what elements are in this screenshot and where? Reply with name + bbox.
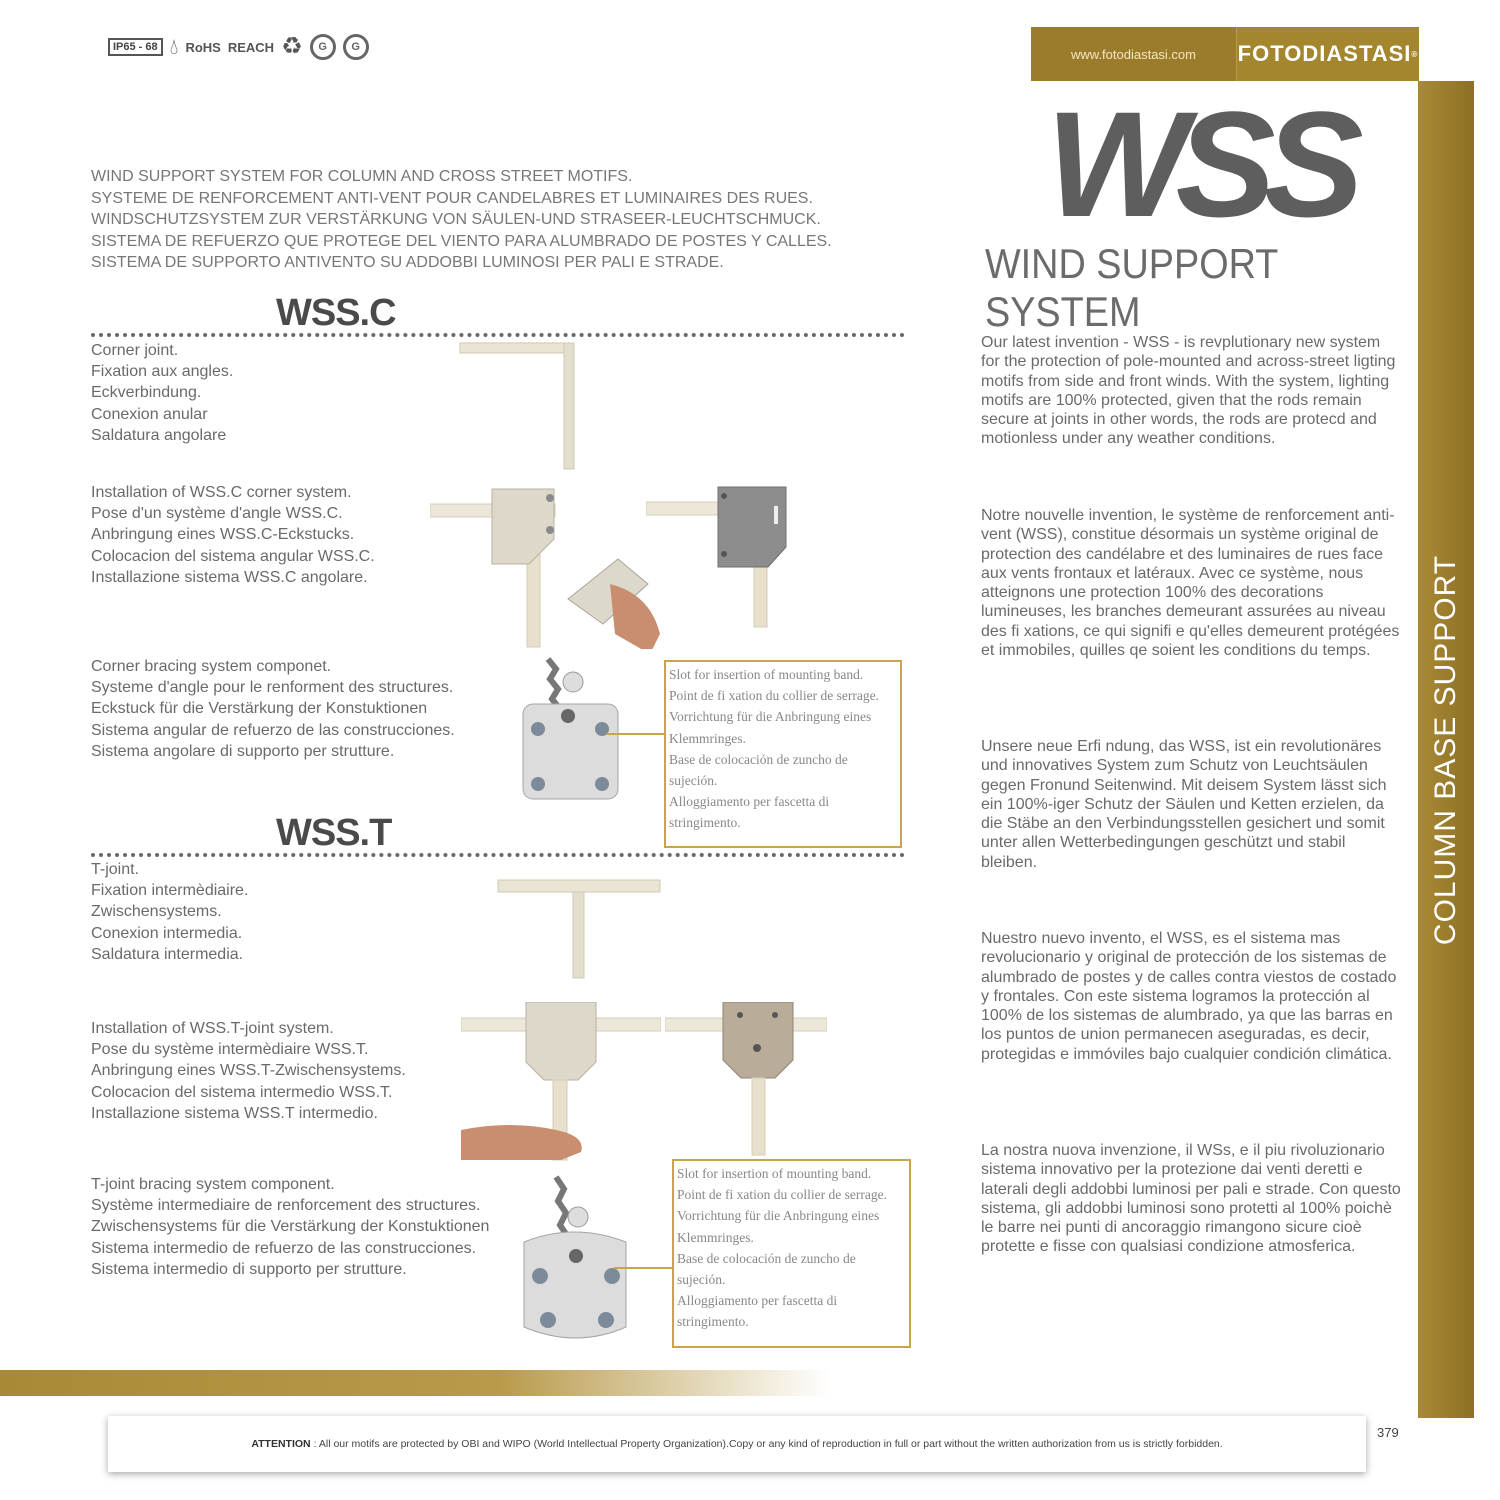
recycle-icon: ♻	[281, 33, 303, 60]
wssc-callout: Slot for insertion of mounting band. Point de fi xation du collier de serrage. Vorrichtung für die Anbringung eines Klemmringes. Base de colocación de zuncho de sujeción. Alloggiamento per fascetta di stringimento.	[664, 660, 902, 848]
brand-bar	[1031, 27, 1419, 81]
wsst-bracing-text: T-joint bracing system component. Système intermediaire de renforcement des structures. Zwischensystems für die Verstärkung der Konstuktionen Sistema intermedio de refuerzo de las construcciones. Sistema intermedio di supporto per strutture.	[91, 1176, 490, 1278]
sidebar-label: COLUMN BASE SUPPORT	[1429, 554, 1463, 945]
certification-icons	[108, 34, 369, 60]
wssc-title: WSS.C	[276, 292, 396, 334]
wsst-callout: Slot for insertion of mounting band. Point de fi xation du collier de serrage. Vorrichtung für die Anbringung eines Klemmringes. Base de colocación de zuncho de sujeción. Alloggiamento per fascetta di stringimento.	[672, 1159, 911, 1348]
brand-logo: FOTODIASTASI ®	[1236, 27, 1419, 81]
svg-text:WSS: WSS	[1046, 88, 1352, 238]
description-de: Unsere neue Erfi ndung, das WSS, ist ein revolutionäres und innovatives System zum Schutz von Leuchtsäulen gegen Fronund Seitenwind. Mit deisem System lässt sich ein 100%-iger Schutz der Säulen und Ketten erzielen, da die Stäbe an den Verbindungsstellen gesichert und somit unter allen Wetterbedingungen geschützt und stabil bleiben.	[981, 738, 1387, 871]
safety-mark-icon: G	[343, 34, 369, 60]
t-install-photo-2	[665, 1002, 827, 1157]
description-en: Our latest invention - WSS - is revplutionary new system for the protection of pole-mounted and across-street ligting motifs from side and front winds. With the system, lighting motifs are 100% protected, given that the rods remain secure at joints in other words, the rods are protecd and motionless under any weather conditions.	[981, 334, 1396, 448]
wsst-install-text: Installation of WSS.T-joint system. Pose du système intermèdiaire WSS.T. Anbringung eines WSS.T-Zwischensystems. Colocacion del sistema intermedio WSS.T. Installazione sistema WSS.T intermedio.	[91, 1020, 406, 1122]
wsst-title: WSS.T	[276, 812, 392, 854]
wssc-joint-text: Corner joint. Fixation aux angles. Eckverbindung. Conexion anular Saldatura angolare	[91, 342, 234, 444]
wssc-divider	[91, 333, 905, 337]
corner-joint-image	[458, 340, 578, 472]
rohs-icon: RoHS	[185, 39, 221, 55]
wsst-divider	[91, 853, 905, 857]
corner-install-photo-1	[430, 484, 665, 649]
t-install-photo-1	[461, 1002, 661, 1162]
page-number: 379	[1377, 1425, 1399, 1440]
logo-subtitle: WIND SUPPORT SYSTEM	[985, 240, 1278, 335]
wssc-callout-leader	[606, 733, 666, 735]
description-fr: Notre nouvelle invention, le système de renforcement anti-vent (WSS), constitue désormais un système original de protection des candélabre et des luminaires de rues face aux vents frontaux et latéraux. Avec ce système, nous atteignons une protection 100% des decorations lumineuses, les branches demeurant assurées au niveau des fi xations, ce qui signifi e qu'elles demeurent protégées et immobiles, quilles qe soient les conditions du temps.	[981, 507, 1400, 660]
ip-rating-icon: IP65 - 68	[108, 38, 163, 56]
corner-bracing-component-image	[518, 654, 623, 804]
wsst-callout-leader	[614, 1267, 674, 1269]
quality-mark-icon: G	[310, 34, 336, 60]
waterproof-drop-icon: 💧︎	[169, 34, 179, 59]
description-es: Nuestro nuevo invento, el WSS, es el sistema mas revolucionario y original de protección de los sistemas de alumbrado de postes y de calles contra viestos de costado y frontales. Con este sistema logramos la protección al 100% de los sistemas de alumbrado, ya que las barras en los puntos de union permanecen aseguradas, es decir, protegidas e immóviles bajo cualquier condición climática.	[981, 930, 1397, 1063]
description-it: La nostra nuova invenzione, il WSs, e il piu rivoluzionario sistema innovativo per la protezione dai venti deretti e laterali degli addobbi luminosi per pali e strade. Con questo sistema, gli addobbi luminosi sono protetti al 100% poichè le barre nei punti di ancoraggio rimangono sicure cioè protette e fisse con qualsiasi condizione atmosferica.	[981, 1142, 1401, 1256]
reach-icon: REACH	[227, 39, 275, 55]
wssc-install-text: Installation of WSS.C corner system. Pose d'un système d'angle WSS.C. Anbringung eines WSS.C-Eckstucks. Colocacion del sistema angular WSS.C. Installazione sistema WSS.C angolare.	[91, 484, 375, 586]
attention-notice: ATTENTION : All our motifs are protected by OBI and WIPO (World Intellectual Property Organization).Copy or any kind of reproduction in full or part without the written authorization from us is strictly forbidden.	[108, 1416, 1366, 1472]
website-link[interactable]: www.fotodiastasi.com	[1071, 46, 1196, 62]
t-bracing-component-image	[516, 1172, 636, 1347]
wssc-bracing-text: Corner bracing system componet. Systeme d'angle pour le renforment des structures. Eckstuck für die Verstärkung der Konstuktionen Sistema angular de refuerzo de las construcciones. Sistema angolare di supporto per strutture.	[91, 658, 455, 760]
wss-logo	[1040, 88, 1420, 238]
wsst-joint-text: T-joint. Fixation intermèdiaire. Zwischensystems. Conexion intermedia. Saldatura intermedia.	[91, 861, 249, 963]
t-joint-image	[496, 878, 662, 980]
footer-gold-band	[0, 1370, 830, 1396]
intro-text: WIND SUPPORT SYSTEM FOR COLUMN AND CROSS STREET MOTIFS. SYSTEME DE RENFORCEMENT ANTI-VENT POUR CANDELABRES ET LUMINAIRES DES RUES. WINDSCHUTZSYSTEM ZUR VERSTÄRKUNG VON SÄULEN-UND STRASEER-LEUCHTSCHMUCK. SISTEMA DE REFUERZO QUE PROTEGE DEL VIENTO PARA ALUMBRADO DE POSTES Y CALLES. SISTEMA DE SUPPORTO ANTIVENTO SU ADDOBBI LUMINOSI PER PALI E STRADE.	[91, 168, 832, 271]
corner-install-photo-2	[646, 484, 796, 629]
